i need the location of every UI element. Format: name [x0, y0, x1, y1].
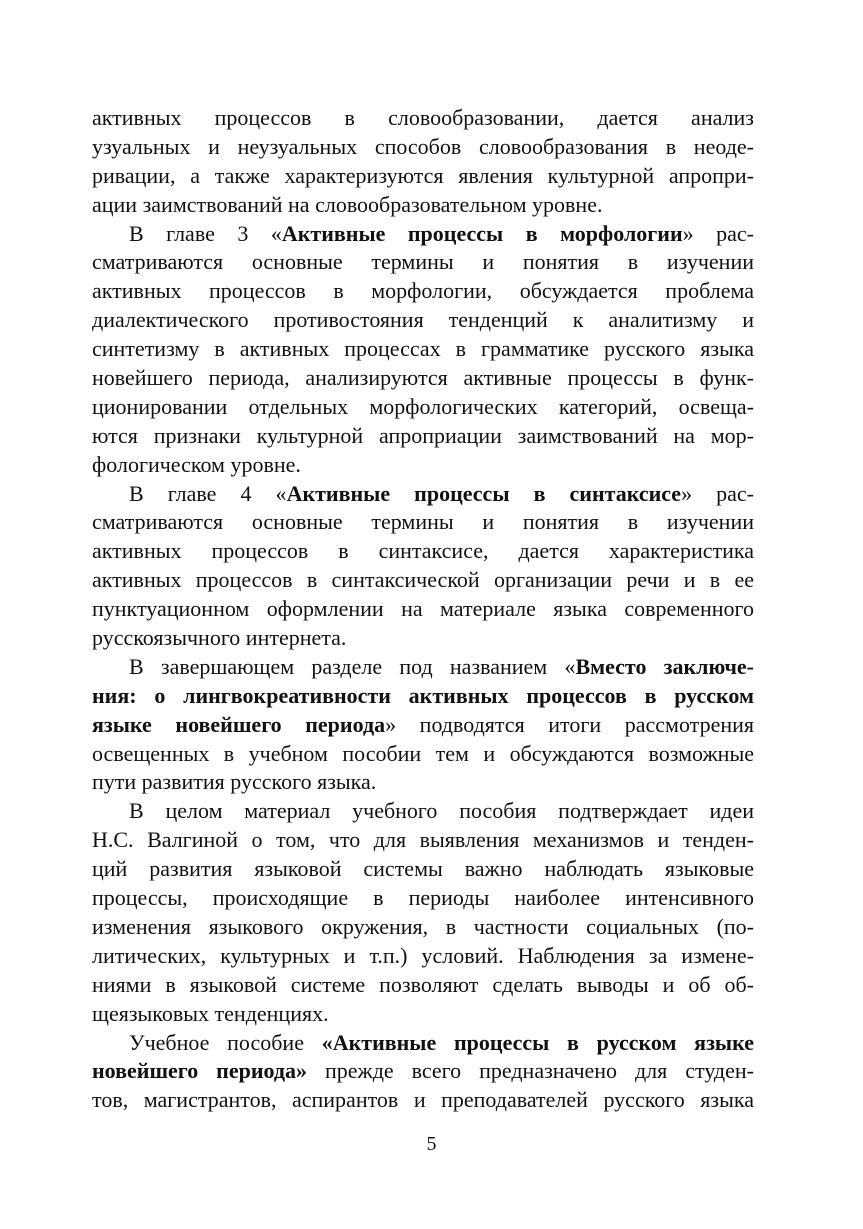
text-segment: Учебное пособие: [129, 1029, 322, 1055]
text-segment: ривации, а также характеризуются явления культурной апропри-: [92, 162, 754, 188]
text-line: [92, 306, 754, 335]
bold-text-segment: языке новейшего периода: [92, 711, 386, 737]
text-segment: прежде всего предназначено для студен-: [307, 1058, 754, 1084]
text-segment: ниями в языковой системе позволяют сделать выводы и об об-: [92, 971, 754, 997]
page-number: 5: [426, 1133, 437, 1155]
text-line: [92, 768, 754, 797]
text-segment: активных процессов в морфологии, обсуждается проблема: [92, 278, 754, 304]
bold-text-segment: ния: о лингвокреативности активных процессов в русском: [92, 682, 754, 708]
text-line: [92, 335, 754, 364]
paragraph: [92, 1029, 754, 1116]
bold-text-segment: Активные процессы в синтаксисе: [286, 480, 682, 506]
text-line: [92, 797, 754, 826]
text-line: [92, 711, 754, 740]
text-segment: Н.С. Валгиной о том, что для выявления механизмов и тенден-: [92, 827, 754, 853]
text-segment: ются признаки культурной апроприации заимствований на мор-: [92, 422, 754, 448]
text-segment: тов, магистрантов, аспирантов и преподавателей русского языка: [92, 1087, 754, 1113]
text-segment: диалектического противостояния тенденций к аналитизму и: [92, 307, 754, 333]
text-segment: пути развития русского языка.: [92, 769, 377, 795]
text-line: [92, 422, 754, 451]
paragraph: [92, 220, 754, 480]
text-segment: освещенных в учебном пособии тем и обсуждаются возможные: [92, 740, 754, 766]
text-segment: русскоязычного интернета.: [92, 625, 347, 651]
text-segment: щеязыковых тенденциях.: [92, 1000, 329, 1026]
text-segment: » подводятся итоги рассмотрения: [385, 711, 754, 737]
text-line: [92, 1086, 754, 1115]
text-segment: изменения языкового окружения, в частности социальных (по-: [92, 913, 754, 939]
text-line: [92, 566, 754, 595]
text-line: [92, 364, 754, 393]
text-line: [92, 653, 754, 682]
text-line: [92, 1029, 754, 1058]
text-segment: ционировании отдельных морфологических категорий, освеща-: [92, 393, 754, 419]
text-segment: процессы, происходящие в периоды наиболее интенсивного: [92, 885, 754, 911]
text-line: [92, 826, 754, 855]
text-line: [92, 971, 754, 1000]
text-line: [92, 913, 754, 942]
text-line: [92, 248, 754, 277]
paragraph: [92, 653, 754, 797]
text-segment: синтетизму в активных процессах в грамматике русского языка: [92, 336, 754, 362]
text-segment: активных процессов в синтаксической организации речи и в ее: [92, 567, 754, 593]
text-segment: фологическом уровне.: [92, 451, 301, 477]
text-line: [92, 855, 754, 884]
bold-text-segment: Активные процессы в морфологии: [281, 220, 683, 246]
text-line: [92, 220, 754, 249]
text-segment: ации заимствований на словообразовательном уровне.: [92, 191, 603, 217]
text-line: [92, 537, 754, 566]
text-segment: В главе 3 «: [129, 220, 282, 246]
text-segment: новейшего периода, анализируются активные процессы в функ-: [92, 365, 754, 391]
text-line: [92, 508, 754, 537]
paragraph: [92, 797, 754, 1028]
text-segment: узуальных и неузуальных способов словообразования в неоде-: [92, 133, 754, 159]
text-segment: сматриваются основные термины и понятия в изучении: [92, 249, 754, 275]
paragraph: [92, 104, 754, 220]
text-line: [92, 624, 754, 653]
text-line: [92, 480, 754, 509]
text-line: [92, 1000, 754, 1029]
text-segment: активных процессов в синтаксисе, дается характеристика: [92, 538, 754, 564]
text-line: [92, 595, 754, 624]
text-line: [92, 451, 754, 480]
text-line: [92, 942, 754, 971]
text-segment: В завершающем разделе под названием «: [129, 653, 576, 679]
text-line: [92, 104, 754, 133]
text-segment: В целом материал учебного пособия подтверждает идеи: [129, 798, 754, 824]
bold-text-segment: Вместо заключе-: [575, 653, 754, 679]
paragraph: [92, 480, 754, 653]
text-line: [92, 133, 754, 162]
text-line: [92, 277, 754, 306]
text-segment: » рас-: [682, 220, 754, 246]
bold-text-segment: новейшего периода»: [92, 1058, 308, 1084]
text-segment: литических, культурных и т.п.) условий. Наблюдения за измене-: [92, 942, 754, 968]
text-segment: В главе 4 «: [129, 480, 287, 506]
text-line: [92, 393, 754, 422]
text-line: [92, 191, 754, 220]
text-segment: пунктуационном оформлении на материале языка современного: [92, 596, 754, 622]
text-segment: сматриваются основные термины и понятия в изучении: [92, 509, 754, 535]
text-line: [92, 162, 754, 191]
text-line: [92, 884, 754, 913]
body-text: [92, 104, 754, 1115]
text-line: [92, 1057, 754, 1086]
text-segment: ций развития языковой системы важно наблюдать языковые: [92, 856, 754, 882]
bold-text-segment: «Активные процессы в русском языке: [321, 1029, 754, 1055]
text-line: [92, 682, 754, 711]
text-segment: активных процессов в словообразовании, дается анализ: [92, 105, 754, 130]
text-segment: » рас-: [681, 480, 755, 506]
text-line: [92, 740, 754, 769]
